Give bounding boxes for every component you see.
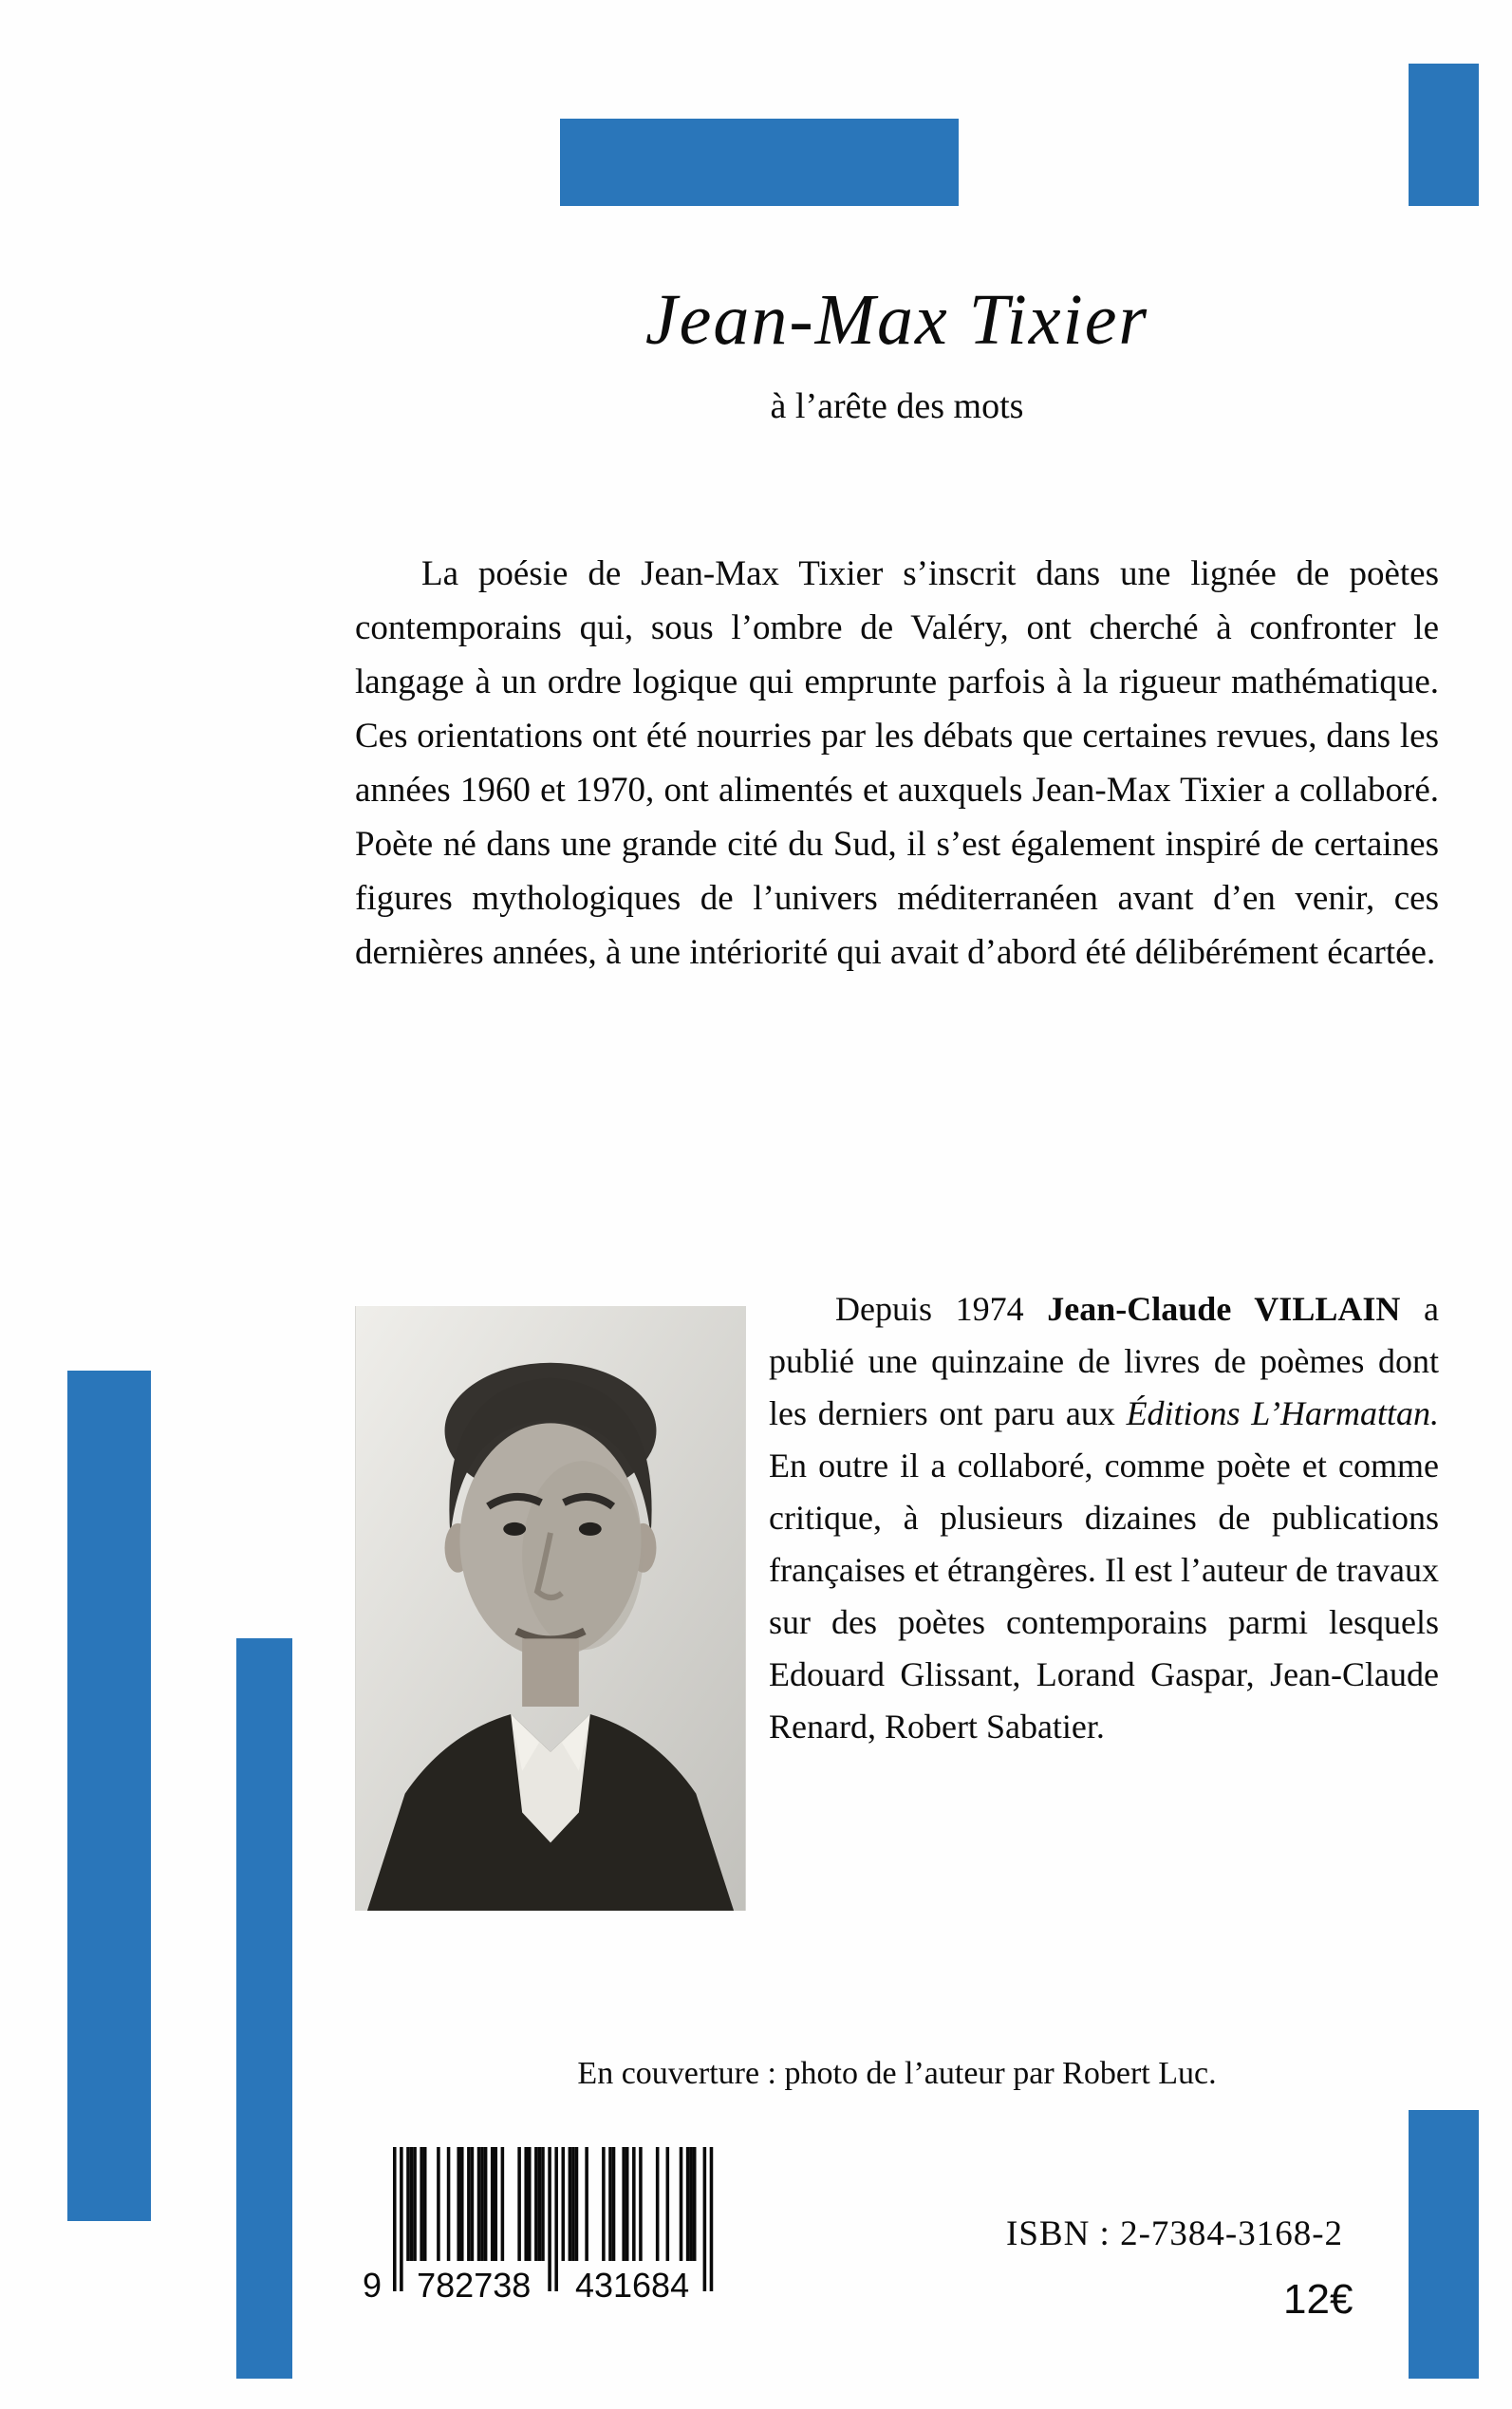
author-portrait-illustration: [355, 1306, 746, 1911]
decor-bottom-right-block: [1409, 2110, 1479, 2379]
cover-photo-credit: En couverture : photo de l’auteur par Robert Luc.: [577, 2056, 1217, 2091]
barcode: [355, 2147, 735, 2303]
book-subtitle: à l’arête des mots: [770, 386, 1024, 426]
barcode-svg: [355, 2147, 735, 2303]
bio-rest: En outre il a collaboré, comme poète et comme critique, à plusieurs dizaines de publications françaises et étrangères. Il est l’auteur de travaux sur des poètes contemporains parmi lesquels Edouard Glissant, Lorand Gaspar, Jean-Claude Renard, Robert Sabatier.: [769, 1447, 1439, 1746]
decor-top-right-block: [1409, 64, 1479, 206]
synopsis-paragraph: La poésie de Jean-Max Tixier s’inscrit dans une lignée de poètes contemporains qui, sous l’ombre de Valéry, ont cherché à confronter le langage à un ordre logique qui emprunte parfois à la rigueur mathématique. Ces orientations ont été nourries par les débats que certaines revues, dans les années 1960 et 1970, ont alimentés et auxquels Jean-Max Tixier a collaboré. Poète né dans une grande cité du Sud, il s’est également inspiré de certaines figures mythologiques de l’univers méditerranéen avant d’en venir, ces dernières années, à une intériorité qui avait d’abord été délibérément écartée.: [355, 554, 1439, 972]
svg-text:431684: 431684: [574, 2266, 690, 2303]
bio-publisher-name: Éditions L’Harmattan.: [1126, 1394, 1439, 1432]
decor-left-bar-thin: [236, 1638, 292, 2379]
author-bio-paragraph: [769, 1283, 1439, 1753]
book-title: Jean-Max Tixier: [644, 280, 1149, 360]
svg-text:782738: 782738: [417, 2266, 532, 2303]
author-bio-section: [355, 1283, 1439, 1948]
bio-author-name: Jean-Claude VILLAIN: [1047, 1290, 1401, 1328]
decor-left-bar-thick: [67, 1371, 151, 2221]
isbn-label: ISBN : 2-7384-3168-2: [1006, 2214, 1344, 2253]
bio-middle: a publié une quinzaine de livres de poèmes dont les derniers ont paru aux: [769, 1290, 1439, 1432]
price-label: 12€: [1283, 2276, 1353, 2323]
author-photo: [355, 1306, 746, 1911]
decor-top-banner: [560, 119, 959, 206]
bio-lead: Depuis 1974: [835, 1290, 1048, 1328]
svg-text:9: 9: [362, 2266, 383, 2303]
